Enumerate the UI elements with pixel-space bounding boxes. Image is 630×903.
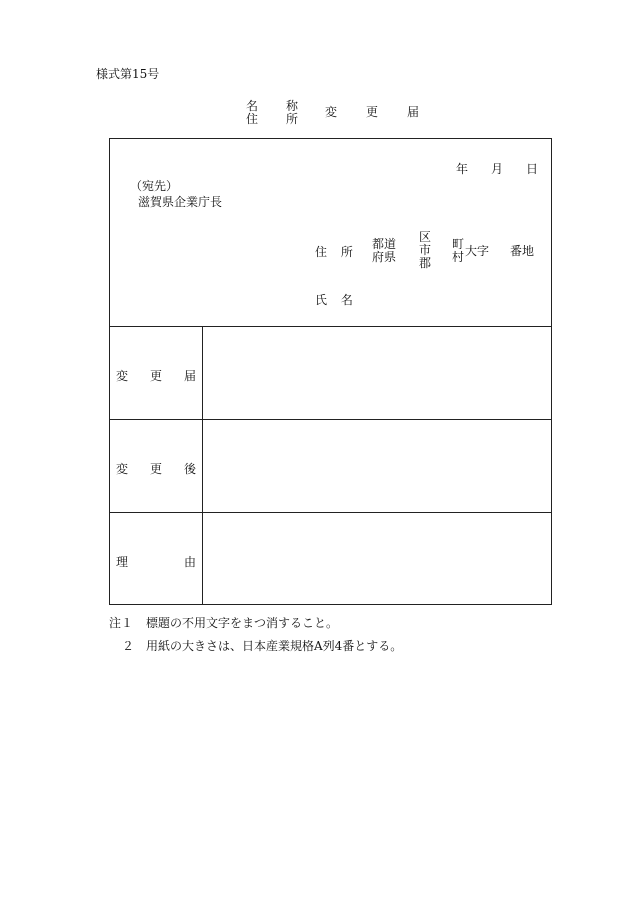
form-number: 様式第15号 bbox=[96, 67, 160, 81]
title-char: 名 bbox=[246, 99, 259, 113]
banchi-label: 番地 bbox=[510, 244, 535, 258]
reason-field[interactable] bbox=[203, 513, 551, 604]
addressee-name: 滋賀県企業庁長 bbox=[138, 195, 223, 209]
title-name-option bbox=[246, 99, 299, 113]
name-label: 氏 名 bbox=[315, 293, 353, 307]
oaza-label: 大字 bbox=[465, 244, 490, 258]
note-number: 注１ bbox=[109, 616, 134, 630]
after-change-field[interactable] bbox=[203, 420, 551, 511]
title-char: 更 bbox=[366, 105, 379, 119]
address-label: 住 所 bbox=[315, 245, 353, 259]
title-char: 届 bbox=[407, 105, 420, 119]
prefecture-label: 都道 府県 bbox=[372, 237, 397, 264]
note-text: 用紙の大きさは、日本産業規格A列4番とする。 bbox=[146, 639, 403, 653]
form-table bbox=[109, 138, 552, 605]
change-notice-field[interactable] bbox=[203, 327, 551, 418]
date-year-label: 年 bbox=[456, 162, 469, 176]
title-char: 所 bbox=[286, 112, 299, 126]
row-label-after-change: 変 更 後 bbox=[116, 462, 196, 476]
addressee-prefix: （宛先） bbox=[130, 179, 179, 193]
note-text: 標題の不用文字をまつ消すること。 bbox=[146, 616, 339, 630]
title-char: 称 bbox=[286, 99, 299, 113]
town-village-label: 町 村 bbox=[452, 237, 465, 264]
title-char: 住 bbox=[246, 112, 259, 126]
row-label-reason: 理 由 bbox=[116, 555, 196, 569]
note-number: ２ bbox=[122, 639, 135, 653]
date-month-label: 月 bbox=[491, 162, 504, 176]
date-day-label: 日 bbox=[526, 162, 539, 176]
row-label-change-notice: 変 更 届 bbox=[116, 369, 196, 383]
ward-city-district-label: 区 市 郡 bbox=[419, 230, 432, 270]
title-address-option bbox=[246, 112, 299, 126]
title-char: 変 bbox=[325, 105, 338, 119]
